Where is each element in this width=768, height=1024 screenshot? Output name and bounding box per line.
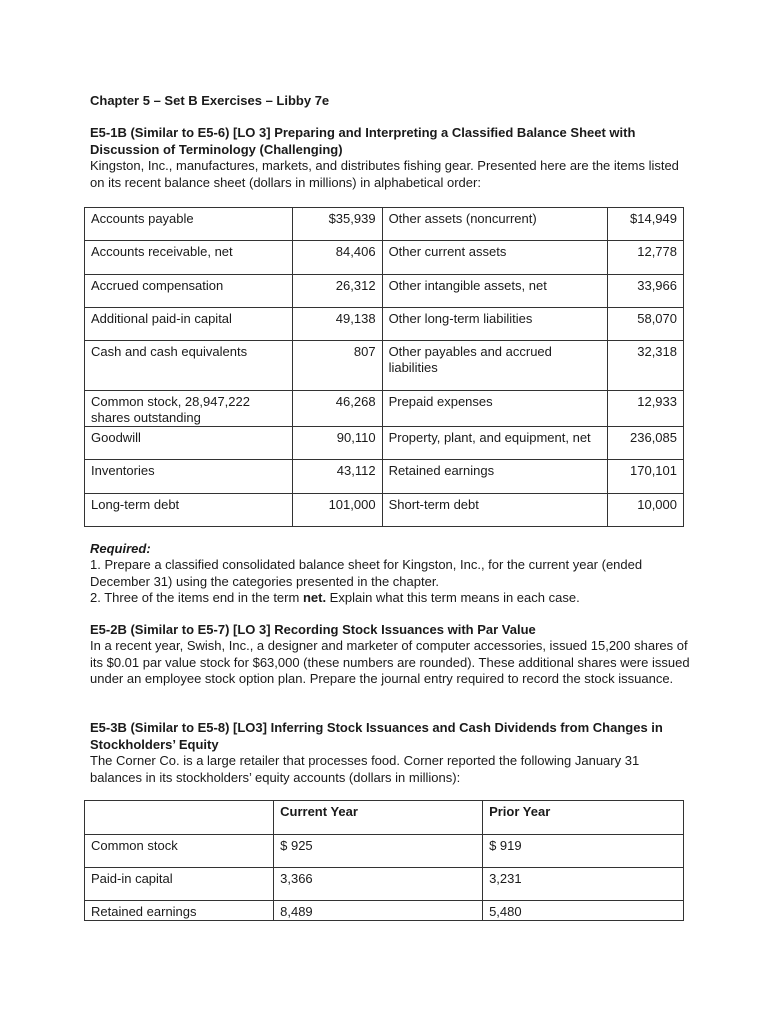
requirement-2-text-b: Explain what this term means in each case.	[326, 590, 580, 605]
table-row	[85, 208, 684, 241]
stockholders-equity-table	[84, 800, 684, 921]
e53b-heading: E5-3B (Similar to E5-8) [LO3] Inferring Stock Issuances and Cash Dividends from Changes in Stockholders’ Equity	[90, 720, 663, 752]
current-year-value: 3,366	[274, 868, 483, 901]
e53b-body: The Corner Co. is a large retailer that processes food. Corner reported the following January 31 balances in its stockholders’ equity accounts (dollars in millions):	[90, 753, 640, 785]
prior-year-value: 5,480	[483, 901, 684, 921]
right-item-value: 12,933	[608, 391, 684, 427]
left-item-label: Additional paid-in capital	[85, 308, 293, 341]
table-row	[85, 868, 684, 901]
left-item-label: Long-term debt	[85, 494, 293, 527]
e51b-intro: Kingston, Inc., manufactures, markets, and distributes fishing gear. Presented here are the items listed on its recent balance sheet (dollars in millions) in alphabetical order:	[90, 158, 679, 190]
table-row	[85, 308, 684, 341]
left-item-label: Cash and cash equivalents	[85, 341, 293, 391]
left-item-label: Goodwill	[85, 427, 293, 460]
left-item-label: Accounts payable	[85, 208, 293, 241]
right-item-label: Other payables and accrued liabilities	[382, 341, 608, 391]
right-item-value: 170,101	[608, 460, 684, 494]
equity-account-label: Common stock	[85, 835, 274, 868]
left-item-label: Accrued compensation	[85, 275, 293, 308]
e51b-heading: E5-1B (Similar to E5-6) [LO 3] Preparing and Interpreting a Classified Balance Sheet with Discussion of Terminology (Challenging)	[90, 125, 636, 157]
left-item-value: 46,268	[292, 391, 382, 427]
e52b-body: In a recent year, Swish, Inc., a designer and marketer of computer accessories, issued 15,200 shares of its $0.01 par value stock for $63,000 (these numbers are rounded). These additional shares were issued under an employee stock option plan. Prepare the journal entry required to record the stock issuance.	[90, 638, 690, 686]
right-item-label: Other current assets	[382, 241, 608, 275]
right-item-label: Short-term debt	[382, 494, 608, 527]
left-item-value: 43,112	[292, 460, 382, 494]
right-item-value: 236,085	[608, 427, 684, 460]
header-blank-cell	[85, 801, 274, 835]
right-item-label: Prepaid expenses	[382, 391, 608, 427]
left-item-value: 26,312	[292, 275, 382, 308]
table-row	[85, 835, 684, 868]
left-item-label: Inventories	[85, 460, 293, 494]
table-row	[85, 460, 684, 494]
header-prior-year: Prior Year	[483, 801, 684, 835]
right-item-value: $14,949	[608, 208, 684, 241]
right-item-label: Other intangible assets, net	[382, 275, 608, 308]
requirement-2-text-a: 2. Three of the items end in the term	[90, 590, 303, 605]
requirement-1: 1. Prepare a classified consolidated balance sheet for Kingston, Inc., for the current year (ended December 31) using the categories presented in the chapter.	[90, 557, 643, 589]
right-item-value: 33,966	[608, 275, 684, 308]
balance-sheet-items-table	[84, 207, 684, 527]
requirement-2-bold: net.	[302, 590, 327, 605]
table-row	[85, 241, 684, 275]
right-item-label: Retained earnings	[382, 460, 608, 494]
required-label: Required:	[90, 541, 151, 556]
right-item-value: 32,318	[608, 341, 684, 391]
table-row	[85, 391, 684, 427]
header-current-year: Current Year	[274, 801, 483, 835]
document-title: Chapter 5 – Set B Exercises – Libby 7e	[90, 93, 330, 108]
left-item-value: 90,110	[292, 427, 382, 460]
left-item-label: Accounts receivable, net	[85, 241, 293, 275]
right-item-label: Property, plant, and equipment, net	[382, 427, 608, 460]
prior-year-value: 3,231	[483, 868, 684, 901]
equity-account-label: Retained earnings	[85, 901, 274, 921]
table-row	[85, 901, 684, 921]
left-item-value: 49,138	[292, 308, 382, 341]
equity-account-label: Paid-in capital	[85, 868, 274, 901]
left-item-value: 807	[292, 341, 382, 391]
right-item-label: Other assets (noncurrent)	[382, 208, 608, 241]
right-item-label: Other long-term liabilities	[382, 308, 608, 341]
left-item-value: $35,939	[292, 208, 382, 241]
current-year-value: 8,489	[274, 901, 483, 921]
table-row	[85, 494, 684, 527]
prior-year-value: $ 919	[483, 835, 684, 868]
table-row	[85, 341, 684, 391]
left-item-label: Common stock, 28,947,222 shares outstanding	[85, 391, 293, 427]
table-header-row	[85, 801, 684, 835]
right-item-value: 58,070	[608, 308, 684, 341]
requirement-2	[90, 590, 690, 607]
current-year-value: $ 925	[274, 835, 483, 868]
right-item-value: 12,778	[608, 241, 684, 275]
right-item-value: 10,000	[608, 494, 684, 527]
e52b-heading: E5-2B (Similar to E5-7) [LO 3] Recording Stock Issuances with Par Value	[90, 622, 536, 637]
table-row	[85, 427, 684, 460]
table-row	[85, 275, 684, 308]
left-item-value: 101,000	[292, 494, 382, 527]
left-item-value: 84,406	[292, 241, 382, 275]
